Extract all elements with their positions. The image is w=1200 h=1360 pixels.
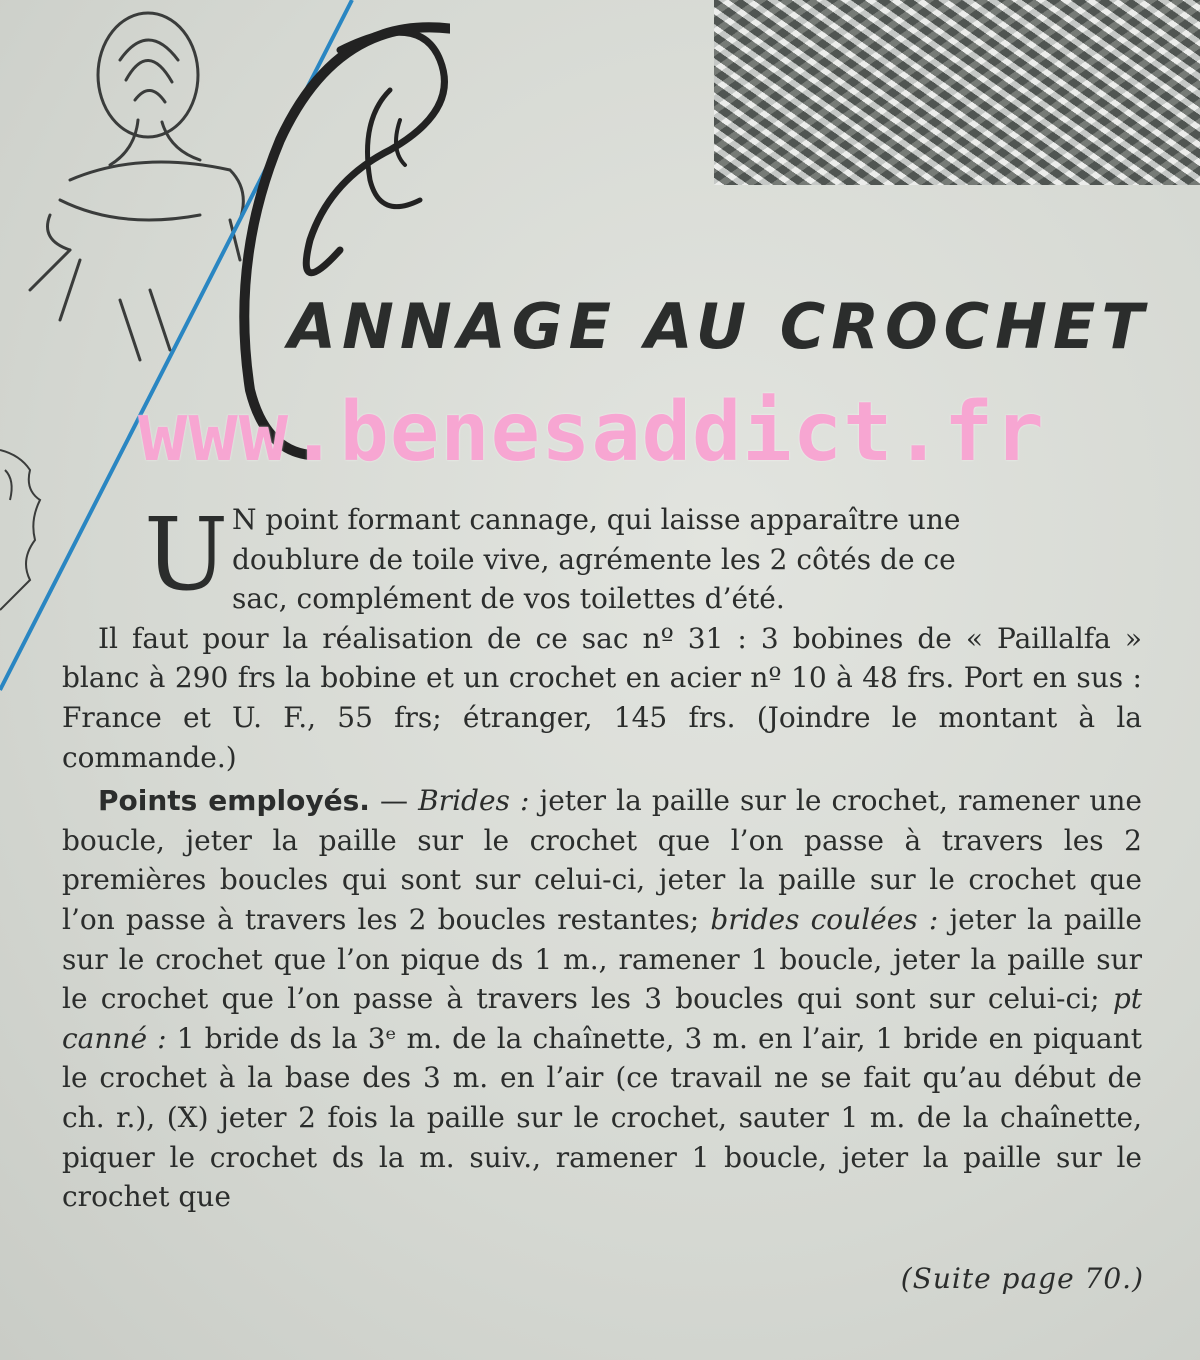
crochet-photo xyxy=(714,0,1200,185)
article-title: ANNAGE AU CROCHET xyxy=(288,290,1150,363)
intro-paragraph xyxy=(62,496,1142,619)
drop-cap: U xyxy=(144,496,229,613)
pt-canne-label: pt canné : xyxy=(62,982,1142,1055)
intro-line: N point formant cannage, qui laisse apparaître une xyxy=(232,503,961,536)
brides-coulees-label: brides coulées : xyxy=(710,902,939,936)
stitches-heading: Points employés. xyxy=(98,784,370,818)
intro-line: sac, complément de vos toilettes d’été. xyxy=(232,582,785,616)
initial-letter: C xyxy=(425,5,438,24)
stitches-paragraph xyxy=(62,781,1142,1217)
brides-coulees-text: jeter la paille sur le crochet que l’on pique ds 1 m., ramener 1 boucle, jeter la paille sur le crochet que l’on passe à travers les 3 boucles qui sont sur celui-ci; xyxy=(62,902,1142,1016)
watermark-text: www.benesaddict.fr xyxy=(138,385,1045,480)
brides-text: jeter la paille sur le crochet, ramener une boucle, jeter la paille sur le crochet que l’on passe à travers les 2 premières boucles qui sont sur celui-ci, jeter la paille sur le crochet que l’on passe à travers les 2 boucles restantes; xyxy=(62,784,1142,936)
pt-canne-text: 1 bride ds la 3ᵉ m. de la chaînette, 3 m. en l’air, 1 bride en piquant le crochet à la base des 3 m. en l’air (ce travail ne se fait qu’au début de ch. r.), (X) jeter 2 fois la paille sur le crochet, sauter 1 m. de la chaînette, piquer le crochet ds la m. suiv., ramener 1 boucle, jeter la paille sur le crochet que xyxy=(62,1021,1142,1214)
brides-label: Brides : xyxy=(418,784,530,818)
continued-note: (Suite page 70.) xyxy=(900,1262,1144,1295)
intro-line: doublure de toile vive, agrémente les 2 côtés de ce xyxy=(232,542,956,576)
materials-paragraph: Il faut pour la réalisation de ce sac nº 31 : 3 bobines de « Paillalfa » blanc à 290 frs la bobine et un crochet en acier nº 10 à 48 frs. Port en sus : France et U. F., 55 frs; étranger, 145 frs. (Joindre le montant à la commande.) xyxy=(62,621,1142,774)
stitches-dash: — xyxy=(369,784,419,818)
article-body xyxy=(62,496,1142,1217)
